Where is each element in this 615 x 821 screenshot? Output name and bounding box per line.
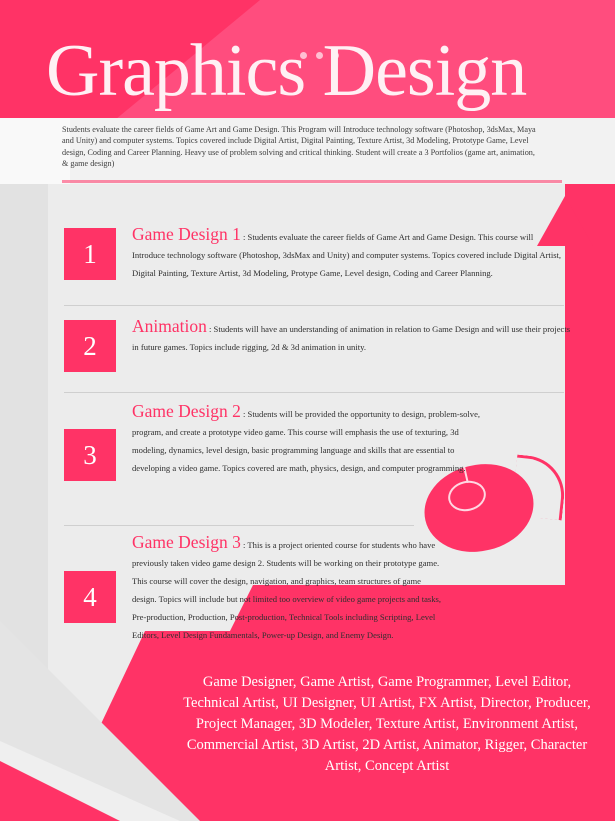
page-title: Graphics Design [46, 30, 527, 112]
section-text: : This is a project oriented course for students who have previously taken video game design 2. Students will be working on their prototype game. This course will cover the design, navigation, and graphics, team structures of game design. Topics will include but not limited too overview of video game projects and tasks, Pre-production, Production, Post-production, Technical Tools including Scripting, Level Editors, Level Design Fundamentals, Power-up Design, and Enemy Design. [132, 540, 442, 640]
section-body [132, 224, 562, 281]
section-heading: Animation [132, 316, 207, 336]
section-divider [64, 305, 564, 306]
section-heading: Game Design 1 [132, 224, 241, 244]
section-text: : Students will have an understanding of animation in relation to Game Design and will use their projects in future games. Topics include rigging, 2d & 3d animation in unity. [132, 324, 571, 352]
careers-list: Game Designer, Game Artist, Game Programmer, Level Editor, Technical Artist, UI Designer, UI Artist, FX Artist, Director, Producer, Project Manager, 3D Modeler, Texture Artist, Environment Artist, Commercial Artist, 3D Artist, 2D Artist, Animator, Rigger, Character Artist, Concept Artist [183, 674, 591, 774]
section-text: : Students will be provided the opportunity to design, problem-solve, program, and create a prototype video game. This course will emphasis the use of texturing, 3d modeling, dynamics, level design, basic programming language and skills that are essential to developing a video game. Topics covered are math, physics, design, and computer programming. [132, 409, 481, 473]
background-intro-strip-accent [0, 118, 70, 184]
section-heading: Game Design 3 [132, 532, 241, 552]
section-number-badge: 1 [64, 228, 116, 280]
intro-divider [62, 180, 562, 183]
section-number-badge: 4 [64, 571, 116, 623]
background-right-column [565, 184, 615, 654]
section-text: : Students evaluate the career fields of Game Art and Game Design. This course will Introduce technology software (Photoshop, 3dsMax and Unity) and computer systems. Topics covered include Digital Artist, Digital Painting, Texture Artist, 3d Modeling, Protype Game, Level design, Coding and Career Planning. [132, 232, 562, 278]
intro-paragraph: Students evaluate the career fields of Game Art and Game Design. This Program will Introduce technology software (Photoshop, 3dsMax, Maya and Unity) and computer systems. Topics covered include Digital Artist, Digital Painting, Texture Artist, 3d Modeling, Prototype Game, Level design, Coding and Career Planning. Heavy use of problem solving and critical thinking. Student will create a 3 Portfolios (game art, animation, & game design) [62, 125, 536, 169]
section-heading: Game Design 2 [132, 401, 241, 421]
section-divider [64, 525, 414, 526]
section-body [132, 316, 572, 355]
section-divider [64, 392, 564, 393]
section-body [132, 532, 442, 643]
section-number-badge: 3 [64, 429, 116, 481]
section-number-badge: 2 [64, 320, 116, 372]
section-body [132, 401, 492, 476]
